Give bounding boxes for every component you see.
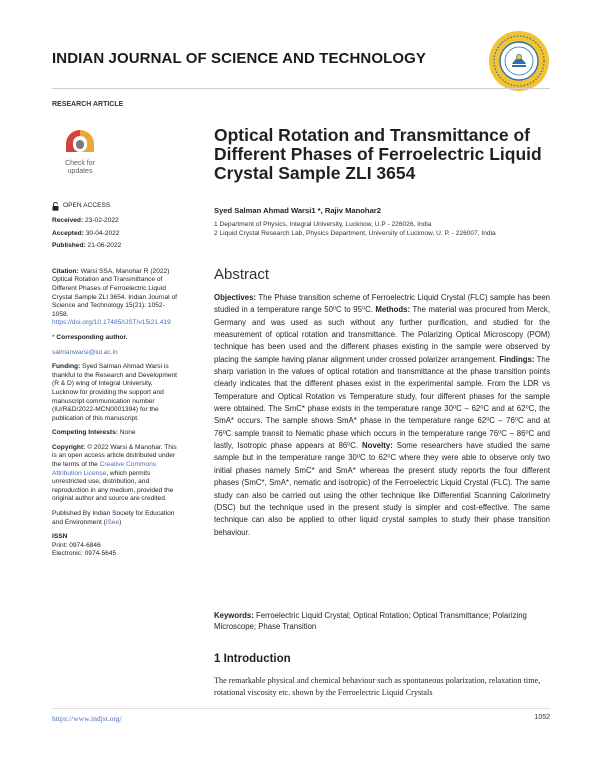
open-lock-icon	[52, 202, 59, 211]
abstract-heading: Abstract	[214, 266, 270, 283]
competing-value: None	[119, 429, 136, 437]
issn-label: ISSN	[52, 533, 68, 541]
accepted-date: Accepted: 30-04-2022	[52, 229, 120, 237]
citation-label: Citation:	[52, 267, 79, 275]
keywords-label: Keywords:	[214, 611, 254, 620]
findings-label: Findings:	[499, 354, 535, 364]
objectives-label: Objectives:	[214, 293, 257, 302]
published-date: Published: 21-06-2022	[52, 242, 122, 250]
open-access-badge	[52, 202, 180, 211]
introduction-heading: 1 Introduction	[214, 653, 291, 665]
article-title: Optical Rotation and Transmittance of Different Phases of Ferroelectric Liquid Crystal Sample ZLI 3654	[214, 125, 542, 183]
open-access-label: OPEN ACCESS	[63, 202, 111, 210]
check-for-updates-label[interactable]	[53, 160, 107, 176]
publisher-text: Published By Indian Society for Education and Environment (	[52, 510, 175, 526]
footer-journal-link[interactable]: https://www.indjst.org/	[52, 714, 122, 723]
funding-label: Funding:	[52, 363, 81, 371]
introduction-text: The remarkable physical and chemical behaviour such as spontaneous polarization, relaxation time, rotational viscosity etc. shown by the Ferroelectric Liquid Crystals	[214, 676, 541, 697]
check-label-line2: updates	[67, 168, 93, 175]
abstract-body	[214, 292, 550, 539]
license-link[interactable]: Creative Commons Attribution License	[52, 461, 157, 477]
journal-seal-icon	[488, 30, 550, 92]
corresponding-email-link[interactable]: salmanwarsi@iul.ac.in	[52, 348, 118, 356]
page-number: 1052	[534, 714, 550, 721]
issn-electronic: Electronic: 0974-5645	[52, 550, 117, 558]
novelty-label: Novelty:	[362, 441, 393, 451]
corresponding-label: Corresponding author.	[56, 333, 128, 341]
copyright-text-post: , which permits unrestricted use, distribution, and reproduction in any medium, provided the original author and source are credited.	[52, 469, 174, 503]
affiliation-2: 2 Liquid Crystal Research Lab, Physics Department, University of Lucknow, U. P. - 226007, India	[214, 229, 496, 237]
methods-text: The material was procured from Merck, Germany and was used as such without any further purification, and studied for the measurement of optical rotation and transmittance. The Polarizing Optical Microscopy (POM) technique has been used and the different phases existing in the sample were observed by placing the sample having planar alignment under crossed polarizer arrangement.	[214, 305, 550, 364]
competing-interests	[52, 429, 180, 438]
corresponding-author	[52, 334, 180, 343]
article-dates	[52, 217, 180, 251]
funding-block	[52, 363, 180, 423]
citation-block	[52, 268, 180, 328]
article-authors: Syed Salman Ahmad Warsi1 *, Rajiv Manohar2	[214, 206, 381, 215]
received-date: Received: 23-02-2022	[52, 217, 119, 224]
competing-label: Competing Interests:	[52, 429, 118, 437]
article-type: RESEARCH ARTICLE	[52, 101, 124, 108]
footer-divider	[52, 708, 550, 709]
citation-doi-link[interactable]: https://doi.org/10.17485/IJST/v15i21.419	[52, 319, 171, 327]
article-info-sidebar	[52, 202, 180, 559]
findings-text: The sharp variation in the values of optical rotation and transmittance at the phase transition points clearly indicates that the different phases exist in the experimental sample. From the LDR vs Temperature and Optical Rotation vs Temperature study, four different phases for the sample were obtained. The SmC* phase exists in the temperature range 30⁰C – 62⁰C and at 62⁰C, the SmA* occurs. The sample shows SmA* phase in the temperature range 62⁰C – 76⁰C and at 76⁰C sample transit to Nematic phase which occurs in the temperature range 76⁰C – 86⁰C and lastly, Isotropic phase appears at 86⁰C.	[214, 354, 551, 451]
copyright-block	[52, 444, 180, 504]
affiliations	[214, 221, 550, 238]
check-label-line1: Check for	[65, 160, 95, 167]
publisher-link[interactable]: iSee	[105, 518, 120, 526]
issn-block	[52, 533, 180, 559]
journal-title: INDIAN JOURNAL OF SCIENCE AND TECHNOLOGY	[52, 50, 427, 67]
funding-text: Syed Salman Ahmad Warsi is thankful to the Research and Development (R & D) wing of Integral University, Lucknow for providing the support and manuscript communication number (IU/R&D/2022-MCN0001394) for the publication of this manuscript.	[52, 363, 177, 422]
keywords	[214, 610, 550, 632]
keywords-text: Ferroelectric Liquid Crystal; Optical Rotation; Optical Transmittance; Polarizing Microscope; Phase Transition	[214, 611, 527, 631]
affiliation-1: 1 Department of Physics, Integral University, Lucknow, U.P - 226026, India	[214, 221, 432, 228]
header-divider	[52, 88, 550, 89]
copyright-text: © 2022 Warsi & Manohar. This is an open access article distributed under the terms of the	[52, 443, 177, 469]
copyright-label: Copyright:	[52, 443, 86, 451]
asterisk: *	[52, 333, 55, 341]
publisher-block: Published By Indian Society for Education and Environment (iSee)	[52, 510, 175, 526]
issn-print: Print: 0974-6846	[52, 541, 101, 549]
novelty-text: Some researchers have studied the same sample but in the temperature range 30⁰C to 62⁰C where they were able to observe only two initial phases namely SmC* and SmA* whereas the present study reports the four different phases (SmC*, SmA*, nematic and isotropic) of the Ferroelectric Liquid Crystal (FLC). The same study can also be carried out using the other technique like Differential Scanning Calorimetry (DSC) but the technique used in the present study is simpler and cost-effective. The same technique can also be applied to other liquid crystal samples to study their phase transition behaviour.	[214, 441, 550, 537]
methods-label: Methods:	[375, 305, 411, 315]
citation-text: Warsi SSA, Manohar R (2022) Optical Rotation and Transmittance of Different Phases of Ferroelectric Liquid Crystal Sample ZLI 3654. Indian Journal of Science and Technology 15(21): 1052-1058.	[52, 267, 177, 318]
objectives-text: The Phase transition scheme of Ferroelectric Liquid Crystal (FLC) sample has been studied in a temperature range 50⁰C to 95⁰C.	[214, 293, 550, 315]
